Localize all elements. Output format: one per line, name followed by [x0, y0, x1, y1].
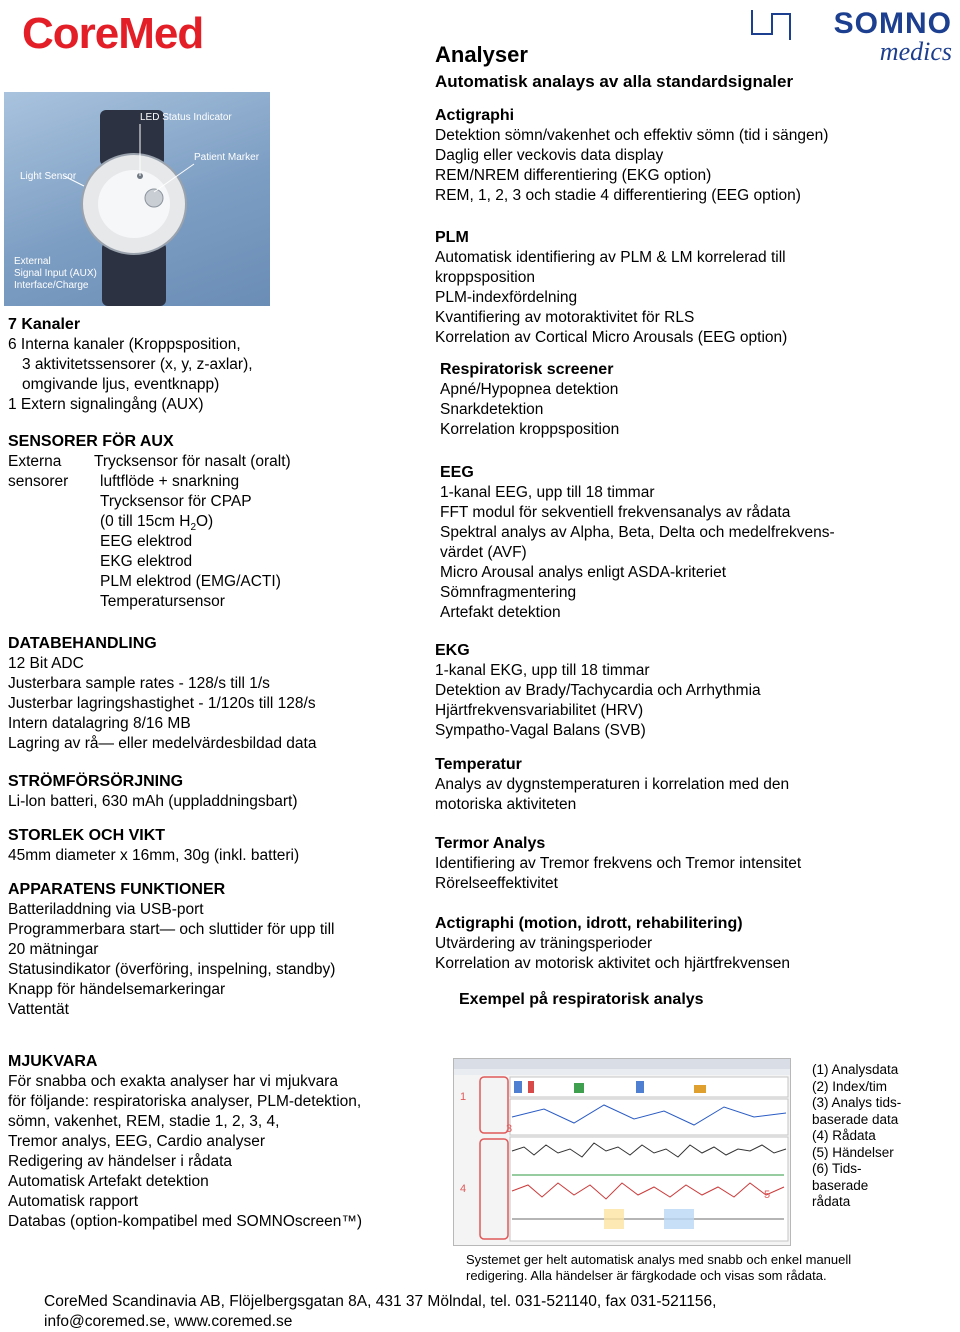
actigraphi-line: Detektion sömn/vakenhet och effektiv sömn (tid i sängen): [435, 127, 829, 144]
marker-4: 4: [460, 1183, 467, 1195]
termor-heading: Termor Analys: [435, 835, 546, 852]
mjukvara-line: Databas (option-kompatibel med SOMNOscreen™): [8, 1213, 363, 1230]
left-column: [8, 315, 438, 1232]
device-photo: [4, 92, 270, 306]
mjukvara-line: för följande: respiratoriska analyser, PLM-detektion,: [8, 1093, 362, 1110]
kanaler-line: 6 Interna kanaler (Kroppsposition,: [8, 336, 241, 353]
legend-item: rådata: [812, 1194, 851, 1209]
databehandling-line: 12 Bit ADC: [8, 655, 84, 672]
legend-item: (6) Tids-: [812, 1161, 862, 1176]
plm-line: PLM-indexfördelning: [435, 289, 578, 306]
h2o-text: (0 till 15cm H: [100, 513, 191, 530]
databehandling-line: Justerbar lagringshastighet - 1/120s till 128/s: [8, 695, 316, 712]
sensorer-col1: sensorer: [8, 473, 69, 490]
ekg-heading: EKG: [435, 642, 470, 659]
sensor-item: Trycksensor för nasalt (oralt): [94, 453, 291, 470]
funktioner-line: Vattentät: [8, 1001, 69, 1018]
eeg-line: Micro Arousal analys enligt ASDA-kriteriet: [440, 564, 727, 581]
actigraphi-line: REM/NREM differentiering (EKG option): [435, 167, 712, 184]
analysis-traces: [454, 1059, 790, 1245]
coremed-logo: [22, 8, 222, 68]
analysis-screenshot: [453, 1058, 791, 1246]
temperatur-line: Analys av dygnstemperaturen i korrelation med den: [435, 776, 790, 793]
legend-item: baserade data: [812, 1111, 899, 1127]
funktioner-line: Batteriladdning via USB-port: [8, 901, 204, 918]
sensorer-heading: SENSORER FÖR AUX: [8, 433, 174, 450]
sensor-item: Trycksensor för CPAP: [100, 493, 252, 510]
sensor-item: PLM elektrod (EMG/ACTI): [100, 573, 281, 590]
figure-legend: [812, 1062, 952, 1211]
somno-logo-mark: [750, 4, 820, 44]
storlek-line: 45mm diameter x 16mm, 30g (inkl. batteri): [8, 847, 300, 864]
sensor-item: EEG elektrod: [100, 533, 193, 550]
marker-3: 3: [506, 1123, 513, 1135]
plm-line: Kvantifiering av motoraktivitet för RLS: [435, 309, 695, 326]
eeg-line: 1-kanal EEG, upp till 18 timmar: [440, 484, 655, 501]
eeg-line: värdet (AVF): [440, 544, 527, 561]
kanaler-line: omgivande ljus, eventknapp): [22, 376, 220, 393]
mjukvara-line: Automatisk rapport: [8, 1193, 139, 1210]
figure-caption: [466, 1252, 936, 1284]
eeg-heading: EEG: [440, 464, 474, 481]
termor-line: Rörelseeffektivitet: [435, 875, 558, 892]
plm-line: kroppsposition: [435, 269, 535, 286]
mjukvara-line: För snabba och exakta analyser har vi mjukvara: [8, 1073, 338, 1090]
external-label-3: Interface/Charge: [14, 280, 89, 291]
funktioner-line: Statusindikator (överföring, inspelning, standby): [8, 961, 336, 978]
eeg-line: Artefakt detektion: [440, 604, 561, 621]
actigraphi-line: REM, 1, 2, 3 och stadie 4 differentiering (EEG option): [435, 187, 801, 204]
right-column: [435, 37, 955, 1010]
databehandling-line: Intern datalagring 8/16 MB: [8, 715, 191, 732]
ekg-line: 1-kanal EKG, upp till 18 timmar: [435, 662, 650, 679]
mjukvara-line: Tremor analys, EEG, Cardio analyser: [8, 1133, 265, 1150]
funktioner-heading: APPARATENS FUNKTIONER: [8, 881, 226, 898]
actigraphi-line: Daglig eller veckovis data display: [435, 147, 664, 164]
mjukvara-heading: MJUKVARA: [8, 1053, 98, 1070]
temperatur-line: motoriska aktiviteten: [435, 796, 577, 813]
plm-heading: PLM: [435, 229, 469, 246]
resp-line: Snarkdetektion: [440, 401, 544, 418]
kanaler-line: 1 Extern signalingång (AUX): [8, 396, 204, 413]
databehandling-heading: DATABEHANDLING: [8, 635, 157, 652]
h2o-subscript: 2: [190, 522, 196, 534]
kanaler-heading: 7 Kanaler: [8, 316, 81, 333]
legend-item: (5) Händelser: [812, 1144, 894, 1160]
resp-heading: Respiratorisk screener: [440, 361, 614, 378]
footer-contact[interactable]: info@coremed.se, www.coremed.se: [44, 1313, 293, 1330]
patient-marker-label: Patient Marker: [194, 152, 260, 163]
mjukvara-line: sömn, vakenhet, REM, stadie 1, 2, 3, 4,: [8, 1113, 280, 1130]
actigraphi-heading: Actigraphi: [435, 107, 515, 124]
ekg-line: Detektion av Brady/Tachycardia och Arrhythmia: [435, 682, 761, 699]
marker-1: 1: [460, 1091, 467, 1103]
sensorer-block: [8, 452, 438, 612]
eeg-line: Spektral analys av Alpha, Beta, Delta och medelfrekvens-: [440, 524, 835, 541]
somno-logo-top: SOMNO: [833, 7, 952, 40]
ekg-line: Hjärtfrekvensvariabilitet (HRV): [435, 702, 644, 719]
analyser-title: Analyser: [435, 42, 528, 67]
termor-line: Identifiering av Tremor frekvens och Tremor intensitet: [435, 855, 802, 872]
ekg-line: Sympatho-Vagal Balans (SVB): [435, 722, 646, 739]
resp-line: Korrelation kroppsposition: [440, 421, 620, 438]
funktioner-line: 20 mätningar: [8, 941, 99, 958]
mjukvara-line: Automatisk Artefakt detektion: [8, 1173, 209, 1190]
funktioner-line: Knapp för händelsemarkeringar: [8, 981, 226, 998]
temperatur-heading: Temperatur: [435, 756, 522, 773]
resp-line: Apné/Hypopnea detektion: [440, 381, 619, 398]
footer-address: CoreMed Scandinavia AB, Flöjelbergsgatan 8A, 431 37 Mölndal, tel. 031-521140, fax 031-521156,: [44, 1293, 717, 1310]
databehandling-line: Justerbara sample rates - 128/s till 1/s: [8, 675, 270, 692]
somno-logo-bottom: medics: [879, 37, 952, 66]
motion-heading: Actigraphi (motion, idrott, rehabilitering): [435, 915, 743, 932]
storlek-heading: STORLEK OCH VIKT: [8, 827, 166, 844]
mjukvara-line: Redigering av händelser i rådata: [8, 1153, 233, 1170]
funktioner-line: Programmerbara start— och sluttider för upp till: [8, 921, 335, 938]
strom-heading: STRÖMFÖRSÖRJNING: [8, 773, 184, 790]
light-sensor-label: Light Sensor: [20, 171, 77, 182]
resp-block: [435, 348, 955, 623]
sensorer-col1: Externa: [8, 453, 62, 470]
plm-line: Automatisk identifiering av PLM & LM korrelerad till: [435, 249, 786, 266]
marker-5: 5: [764, 1189, 771, 1201]
caption-line: redigering. Alla händelser är färgkodade och visas som rådata.: [466, 1268, 827, 1283]
strom-line: Li-lon batteri, 630 mAh (uppladdningsbart): [8, 793, 298, 810]
footer: [44, 1292, 924, 1332]
caption-line: Systemet ger helt automatisk analys med snabb och enkel manuell: [466, 1252, 852, 1267]
legend-item: (1) Analysdata: [812, 1062, 899, 1077]
sensor-item: luftflöde + snarkning: [100, 473, 240, 490]
motion-line: Korrelation av motorisk aktivitet och hjärtfrekvensen: [435, 955, 790, 972]
databehandling-line: Lagring av rå— eller medelvärdesbildad data: [8, 735, 317, 752]
kanaler-line: 3 aktivitetssensorer (x, y, z-axlar),: [22, 356, 253, 373]
external-label-2: Signal Input (AUX): [14, 268, 97, 279]
h2o-close: O): [196, 513, 214, 530]
eeg-line: Sömnfragmentering: [440, 584, 577, 601]
legend-item: (3) Analys tids-: [812, 1095, 902, 1110]
legend-item: (2) Index/tim: [812, 1078, 888, 1094]
sensor-item: Temperatursensor: [100, 593, 225, 610]
led-label: LED Status Indicator: [140, 112, 232, 123]
motion-line: Utvärdering av träningsperioder: [435, 935, 653, 952]
sensor-item: EKG elektrod: [100, 553, 193, 570]
coremed-logo-text: CoreMed: [22, 9, 204, 58]
plm-line: Korrelation av Cortical Micro Arousals (EEG option): [435, 329, 788, 346]
external-label-1: External: [14, 256, 51, 267]
legend-item: baserade: [812, 1177, 869, 1193]
exempel-heading: Exempel på respiratorisk analys: [459, 991, 704, 1008]
legend-item: (4) Rådata: [812, 1128, 876, 1143]
eeg-line: FFT modul för sekventiell frekvensanalys av rådata: [440, 504, 791, 521]
analyser-subtitle: Automatisk analays av alla standardsignaler: [435, 72, 794, 91]
